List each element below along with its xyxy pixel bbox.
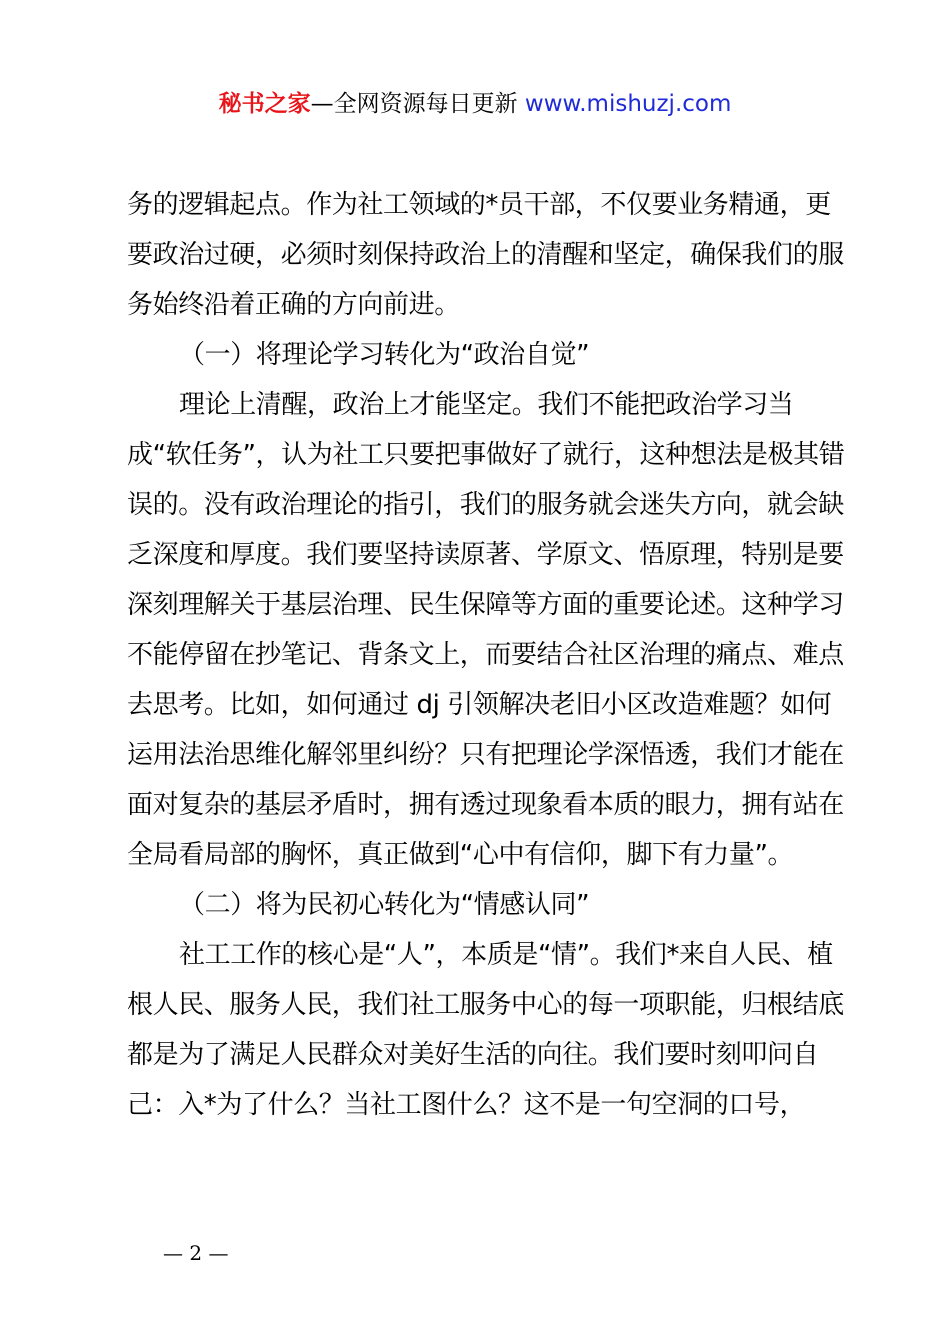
site-url-link[interactable]: www.mishuzj.com <box>524 91 732 117</box>
paragraph-continuation: 务的逻辑起点。作为社工领域的*员干部，不仅要业务精通，更要政治过硬，必须时刻保持政治上的清醒和坚定，确保我们的服务始终沿着正确的方向前进。 <box>127 190 844 320</box>
paragraph-social-work-core: 社工工作的核心是“人”，本质是“情”。我们*来自人民、植根人民、服务人民，我们社工服务中心的每一项职能，归根结底都是为了满足人民群众对美好生活的向往。我们要时刻叩问自己：入*为了什么？当社工图什么？这不是一句空洞的口号， <box>127 940 844 1120</box>
section-heading-1: （一）将理论学习转化为“政治自觉” <box>179 340 590 370</box>
paragraph-theory-study: 理论上清醒，政治上才能坚定。我们不能把政治学习当成“软任务”，认为社工只要把事做好了就行，这种想法是极其错误的。没有政治理论的指引，我们的服务就会迷失方向，就会缺乏深度和厚度。我们要坚持读原著、学原文、悟原理，特别是要深刻理解关于基层治理、民生保障等方面的重要论述。这种学习不能停留在抄笔记、背条文上，而要结合社区治理的痛点、难点去思考。比如，如何通过 dj 引领解决老旧小区改造难题？如何运用法治思维化解邻里纠纷？只有把理论学深悟透，我们才能在面对复杂的基层矛盾时，拥有透过现象看本质的眼力，拥有站在全局看局部的胸怀，真正做到“心中有信仰，脚下有力量”。 <box>127 390 845 870</box>
site-brand: 秘书之家 <box>218 91 311 117</box>
section-heading-2: （二）将为民初心转化为“情感认同” <box>179 890 590 920</box>
site-header <box>0 88 950 120</box>
site-tagline: —全网资源每日更新 <box>310 91 525 117</box>
page-number: — 2 — <box>163 1241 229 1265</box>
document-body <box>127 180 847 1130</box>
